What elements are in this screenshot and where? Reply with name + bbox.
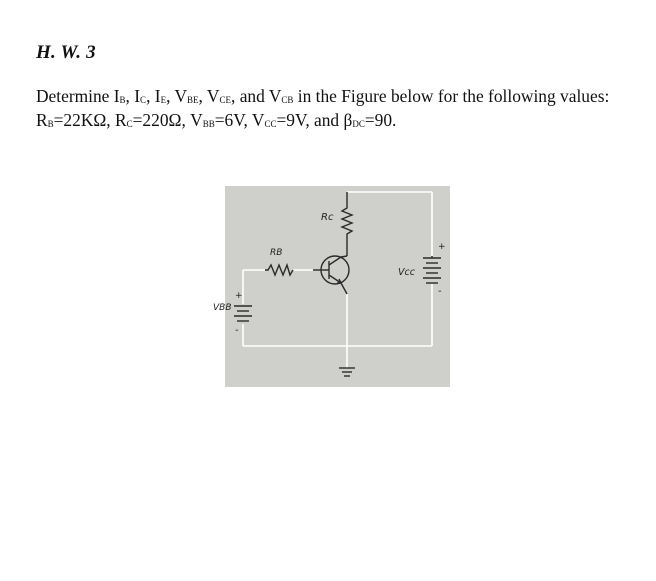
problem-line-2: $R_B=22K\Omega$, $R_C=220\Omega$, $V_{BB}=6V$, $V_{CC}=9V$, and $\beta_{DC}=90$. xyxy=(36,110,397,130)
label-vcc-minus: - xyxy=(438,286,442,297)
label-vbb-minus: - xyxy=(235,325,239,336)
label-rb: RB xyxy=(270,248,283,258)
homework-title: H. W. 3 xyxy=(36,42,96,63)
label-vbb: VBB xyxy=(213,303,232,313)
circuit-figure xyxy=(213,186,450,387)
problem-line-1: Determine $I_B$, $I_C$, $I_E$, $V_{BE}$, $V_{CE}$, and $V_{CB}$ in the Figure below for the following values: xyxy=(36,86,610,106)
label-vbb-plus: + xyxy=(235,291,243,301)
figure-background xyxy=(225,186,450,387)
problem-statement xyxy=(36,84,646,132)
label-vcc-plus: + xyxy=(438,242,446,252)
label-vcc: Vcc xyxy=(398,267,415,278)
label-rc: Rc xyxy=(321,212,334,223)
circuit-diagram xyxy=(213,186,450,387)
